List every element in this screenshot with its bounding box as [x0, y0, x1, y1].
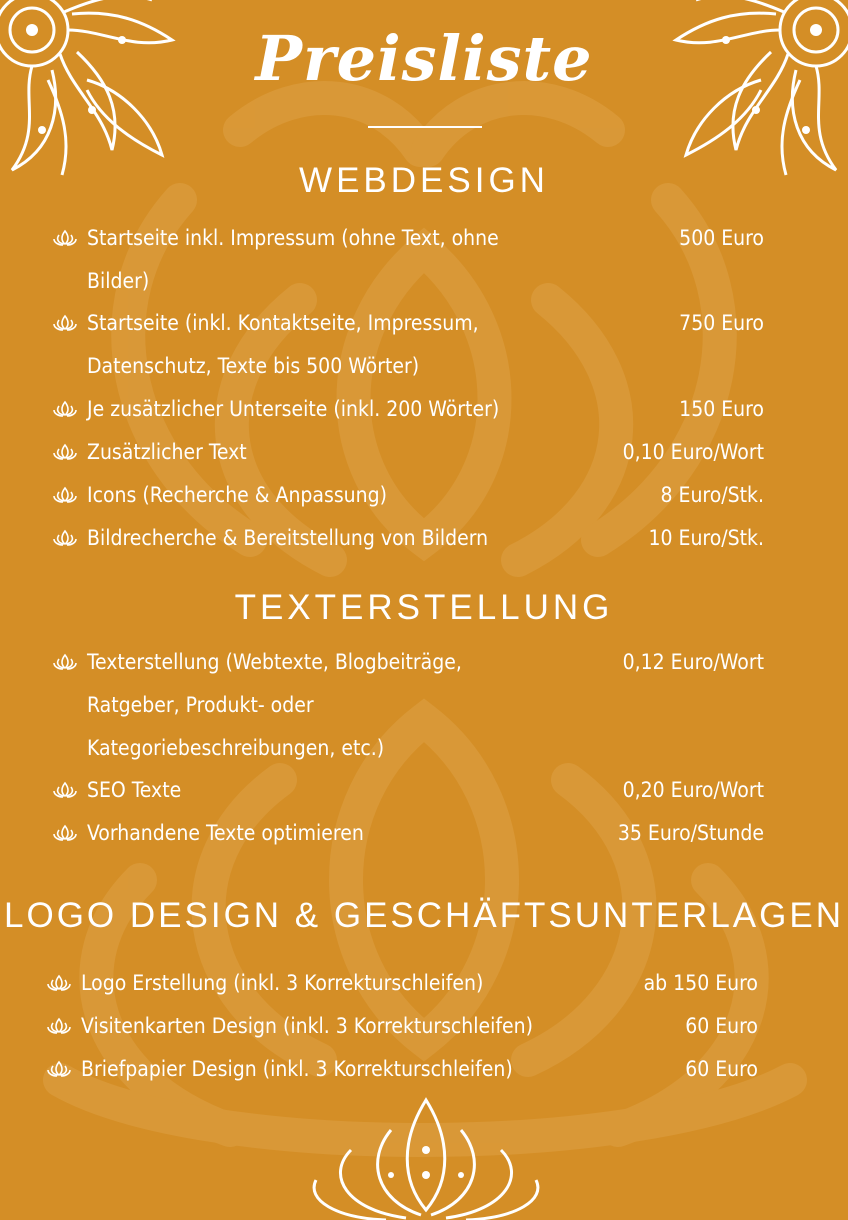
lotus-icon — [52, 313, 78, 333]
item-label: Vorhandene Texte optimieren — [87, 821, 364, 845]
section-heading-webdesign: WEBDESIGN — [299, 161, 549, 200]
item-price: 60 Euro — [685, 1014, 758, 1038]
lotus-icon — [46, 1016, 72, 1036]
item-label: Icons (Recherche & Anpassung) — [87, 483, 388, 507]
item-label: Logo Erstellung (inkl. 3 Korrekturschleifen) — [81, 971, 484, 995]
lotus-icon — [46, 1059, 72, 1079]
page-title: Preisliste — [255, 22, 593, 95]
lotus-icon — [52, 485, 78, 505]
item-price: 150 Euro — [679, 397, 764, 421]
item-label: Visitenkarten Design (inkl. 3 Korrekturschleifen) — [81, 1014, 534, 1038]
lotus-icon — [52, 442, 78, 462]
item-price: 35 Euro/Stunde — [617, 821, 764, 845]
section-heading-texterstellung: TEXTERSTELLUNG — [234, 588, 614, 627]
item-label: Startseite inkl. Impressum (ohne Text, ohne Bilder) — [87, 226, 499, 293]
item-price: 8 Euro/Stk. — [660, 483, 764, 507]
title-divider — [368, 126, 482, 128]
item-price: ab 150 Euro — [643, 971, 758, 995]
lotus-icon — [52, 823, 78, 843]
item-price: 500 Euro — [679, 226, 764, 250]
lotus-icon — [52, 652, 78, 672]
item-price: 0,20 Euro/Wort — [622, 778, 764, 802]
item-price: 0,10 Euro/Wort — [622, 440, 764, 464]
lotus-icon — [46, 973, 72, 993]
item-price: 60 Euro — [685, 1057, 758, 1081]
lotus-icon — [52, 780, 78, 800]
item-label: Briefpapier Design (inkl. 3 Korrekturschleifen) — [81, 1057, 513, 1081]
lotus-icon — [52, 228, 78, 248]
item-price: 0,12 Euro/Wort — [622, 650, 764, 674]
item-price: 10 Euro/Stk. — [648, 526, 764, 550]
item-label: Zusätzlicher Text — [87, 440, 247, 464]
section-heading-logo-design: LOGO DESIGN & GESCHÄFTSUNTERLAGEN — [4, 896, 844, 935]
item-label: Texterstellung (Webtexte, Blogbeiträge, Ratgeber, Produkt- oder Kategoriebeschreibungen, etc.) — [87, 650, 462, 760]
item-label: Bildrecherche & Bereitstellung von Bildern — [87, 526, 489, 550]
item-label: SEO Texte — [87, 778, 182, 802]
lotus-icon — [52, 528, 78, 548]
item-label: Je zusätzlicher Unterseite (inkl. 200 Wörter) — [87, 397, 500, 421]
item-price: 750 Euro — [679, 311, 764, 335]
lotus-flower-icon — [296, 1090, 556, 1220]
lotus-icon — [52, 399, 78, 419]
item-label: Startseite (inkl. Kontaktseite, Impressum, Datenschutz, Texte bis 500 Wörter) — [87, 311, 479, 378]
